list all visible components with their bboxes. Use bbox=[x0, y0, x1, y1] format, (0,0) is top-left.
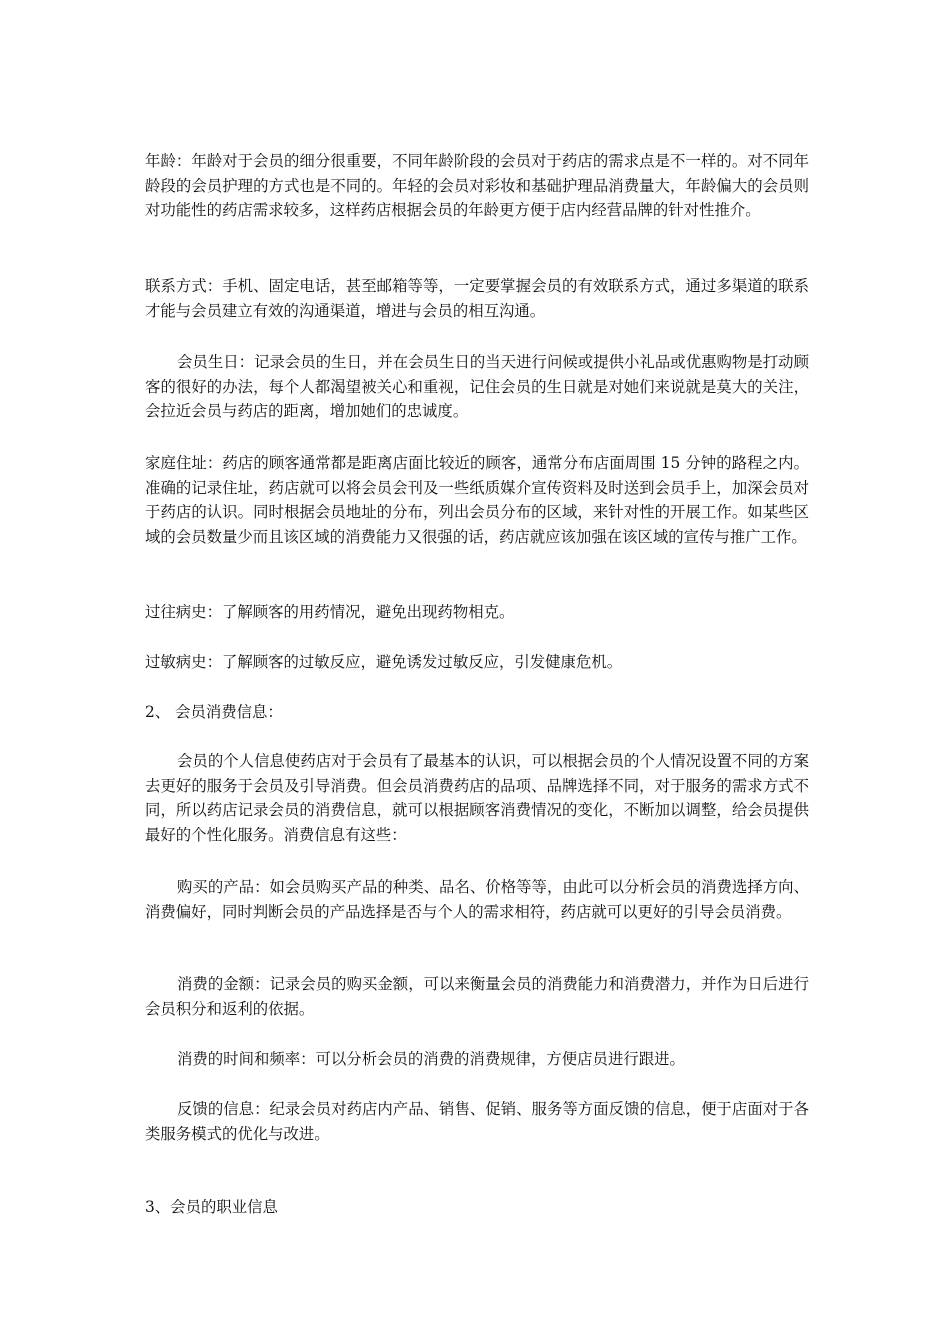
paragraph-address: 家庭住址：药店的顾客通常都是距离店面比较近的顾客，通常分布店面周围 15 分钟的路程之内。准确的记录住址，药店就可以将会员会刊及一些纸质媒介宣传资料及时送到会员手上，加深会员对于药店的认识。同时根据会员地址的分布，列出会员分布的区域，来针对性的开展工作。如某些区域的会员数量少而且该区域的消费能力又很强的话，药店就应该加强在该区域的宣传与推广工作。 bbox=[145, 454, 809, 546]
paragraph-consumption-intro: 会员的个人信息使药店对于会员有了最基本的认识，可以根据会员的个人情况设置不同的方案去更好的服务于会员及引导消费。但会员消费药店的品项、品牌选择不同，对于服务的需求方式不同，所以药店记录会员的消费信息，就可以根据顾客消费情况的变化，不断加以调整，给会员提供最好的个性化服务。消费信息有这些： bbox=[145, 752, 809, 844]
section-heading-occupation: 3、会员的职业信息 bbox=[145, 1198, 278, 1216]
paragraph-feedback: 反馈的信息：纪录会员对药店内产品、销售、促销、服务等方面反馈的信息，便于店面对于各类服务模式的优化与改进。 bbox=[145, 1100, 809, 1143]
paragraph-birthday: 会员生日：记录会员的生日，并在会员生日的当天进行问候或提供小礼品或优惠购物是打动顾客的很好的办法，每个人都渴望被关心和重视，记住会员的生日就是对她们来说就是莫大的关注，会拉近会员与药店的距离，增加她们的忠诚度。 bbox=[145, 353, 809, 420]
section-heading-consumption: 2、 会员消费信息： bbox=[145, 703, 283, 721]
paragraph-age: 年龄：年龄对于会员的细分很重要，不同年龄阶段的会员对于药店的需求点是不一样的。对不同年龄段的会员护理的方式也是不同的。年轻的会员对彩妆和基础护理品消费量大，年龄偏大的会员则对功能性的药店需求较多，这样药店根据会员的年龄更方便于店内经营品牌的针对性推介。 bbox=[145, 152, 809, 219]
paragraph-medical-history: 过往病史：了解顾客的用药情况，避免出现药物相克。 bbox=[145, 603, 515, 621]
paragraph-spend-amount: 消费的金额：记录会员的购买金额，可以来衡量会员的消费能力和消费潜力，并作为日后进行会员积分和返利的依据。 bbox=[145, 975, 809, 1018]
paragraph-time-frequency: 消费的时间和频率：可以分析会员的消费的消费规律，方便店员进行跟进。 bbox=[177, 1050, 685, 1068]
paragraph-contact: 联系方式：手机、固定电话，甚至邮箱等等，一定要掌握会员的有效联系方式，通过多渠道的联系才能与会员建立有效的沟通渠道，增进与会员的相互沟通。 bbox=[145, 277, 809, 320]
paragraph-purchased-products: 购买的产品：如会员购买产品的种类、品名、价格等等，由此可以分析会员的消费选择方向、消费偏好，同时判断会员的产品选择是否与个人的需求相符，药店就可以更好的引导会员消费。 bbox=[145, 878, 809, 921]
paragraph-allergy-history: 过敏病史：了解顾客的过敏反应，避免诱发过敏反应，引发健康危机。 bbox=[145, 653, 623, 671]
